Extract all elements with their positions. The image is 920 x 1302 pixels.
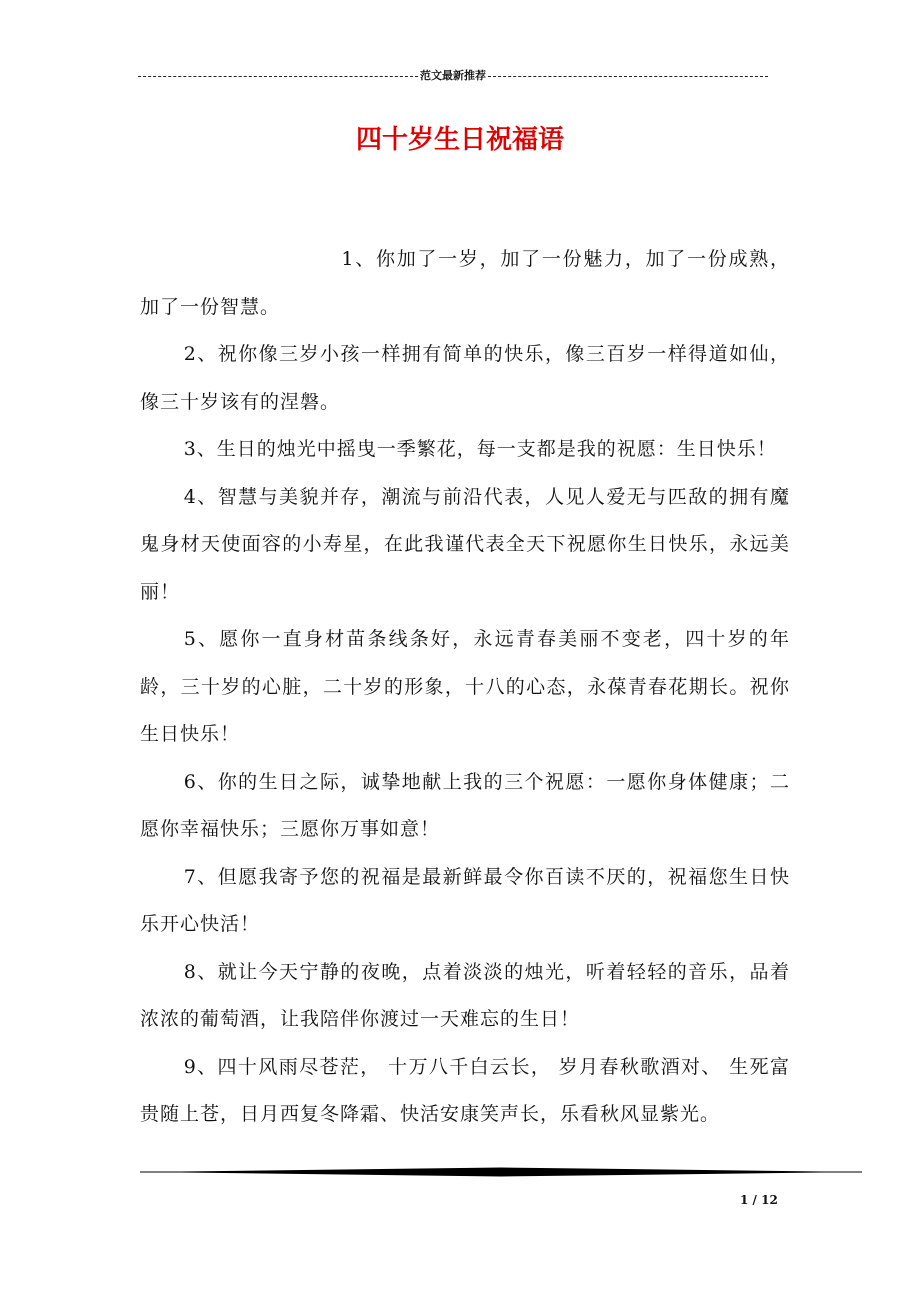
footer-rule: [140, 1166, 862, 1178]
header-dashes-right: [488, 76, 768, 77]
page-header: [138, 66, 768, 86]
paragraph-1: 1、你加了一岁，加了一份魅力，加了一份成熟，加了一份智慧。: [140, 248, 790, 318]
page-number: 1 / 12: [740, 1193, 778, 1207]
paragraph-2: 2、祝你像三岁小孩一样拥有简单的快乐，像三百岁一样得道如仙，像三十岁该有的涅磐。: [140, 343, 790, 413]
paragraph-7: 7、但愿我寄予您的祝福是最新鲜最令你百读不厌的，祝福您生日快乐开心快活！: [140, 865, 790, 935]
paragraph-8: 8、就让今天宁静的夜晚，点着淡淡的烛光，听着轻轻的音乐，品着浓浓的葡萄酒，让我陪伴你渡过一天难忘的生日！: [140, 960, 790, 1030]
paragraph-3: 3、生日的烛光中摇曳一季繁花，每一支都是我的祝愿：生日快乐！: [183, 438, 777, 460]
paragraph-5: 5、愿你一直身材苗条线条好，永远青春美丽不变老，四十岁的年龄，三十岁的心脏，二十岁的形象，十八的心态，永葆青春花期长。祝你生日快乐！: [140, 628, 790, 745]
paragraph-9: 9、四十风雨尽苍茫， 十万八千白云长， 岁月春秋歌酒对、 生死富贵随上苍，日月西复冬降霜、快活安康笑声长，乐看秋风显紫光。: [140, 1055, 790, 1125]
header-dashes-left: [138, 76, 418, 77]
header-label: 范文最新推荐: [420, 69, 486, 82]
document-body: [140, 236, 790, 1139]
paragraph-6: 6、你的生日之际，诚挚地献上我的三个祝愿：一愿你身体健康；二愿你幸福快乐；三愿你万事如意！: [140, 770, 790, 840]
paragraph-4: 4、智慧与美貌并存，潮流与前沿代表，人见人爱无与匹敌的拥有魔鬼身材天使面容的小寿星，在此我谨代表全天下祝愿你生日快乐，永远美丽！: [140, 485, 790, 603]
document-title: 四十岁生日祝福语: [355, 125, 564, 155]
